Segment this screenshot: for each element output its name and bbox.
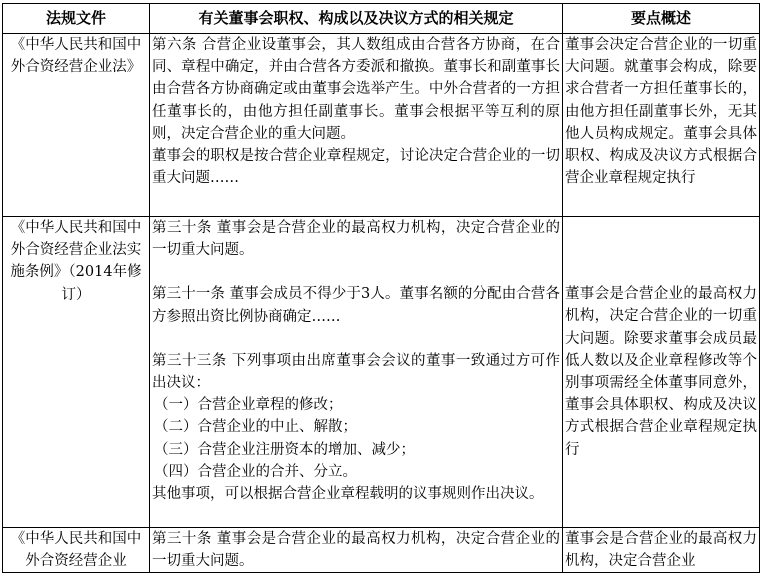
provisions-cell [150,217,563,528]
provisions-cell [150,34,563,217]
summary-cell [563,217,760,528]
provisions-cell [150,528,563,573]
summary-text: 董事会是合营企业的最高权力机构，决定合营企业 [565,531,757,570]
paragraph-gap [152,328,560,350]
provision-item: （二）合营企业的中止、解散； [154,419,357,436]
summary-text: 董事会是合营企业的最高权力机构，决定合营企业的一切重大问题。除要求董事会成员最低人数以及企业章程修改等个别事项需经全体董事同意外，董事会具体职权、构成及决议方式根据合营企业章程规定执行 [565,286,757,458]
law-name-cell: 《中华人民共和国中外合资经营企业 [3,528,150,573]
header-provisions: 有关董事会职权、构成以及决议方式的相关规定 [150,4,563,34]
regulation-table [2,3,760,573]
summary-cell [563,528,760,573]
provision-text: 第三十一条 董事会成员不得少于3人。董事名额的分配由合营各方参照出资比例协商确定…… [152,286,560,325]
law-name-cell: 《中华人民共和国中外合资经营企业法实施条例》（2014年修订） [3,217,150,528]
law-name-cell: 《中华人民共和国中外合资经营企业法》 [3,34,150,217]
provision-text: 第三十条 董事会是合营企业的最高权力机构，决定合营企业的一切重大问题。 [152,531,560,570]
provision-text: 其他事项，可以根据合营企业章程载明的议事规则作出决议。 [152,486,544,503]
header-row [3,4,760,34]
summary-text: 董事会决定合营企业的一切重大问题。就董事会构成，除要求合营者一方担任董事长的，由他方担任副董事长外，无其他人员构成规定。董事会具体职权、构成及决议方式根据合营企业章程规定执行 [565,37,757,187]
table-row [3,217,760,528]
table-row [3,34,760,217]
summary-cell [563,34,760,217]
provision-item: （一）合营企业章程的修改； [154,397,343,414]
provision-text: 第三十三条 下列事项由出席董事会会议的董事一致通过方可作出决议： [152,352,560,392]
provision-text: 第六条 合营企业设董事会，其人数组成由合营各方协商，在合同、章程中确定，并由合营各方委派和撤换。董事长和副董事长由合营各方协商确定或由董事会选举产生。中外合营者的一方担任董事长的，由他方担任副董事长。董事会根据平等互利的原则，决定合营企业的重大问题。 [152,37,560,142]
paragraph-gap [152,261,560,283]
provision-item: （三）合营企业注册资本的增加、减少； [154,441,415,458]
header-summary: 要点概述 [563,4,760,34]
provision-text: 董事会的职权是按合营企业章程规定，讨论决定合营企业的一切重大问题…… [152,148,560,187]
provision-text: 第三十条 董事会是合营企业的最高权力机构，决定合营企业的一切重大问题。 [152,220,560,259]
provision-item: （四）合营企业的合并、分立。 [154,463,357,480]
header-law-document: 法规文件 [3,4,150,34]
table-row [3,528,760,573]
